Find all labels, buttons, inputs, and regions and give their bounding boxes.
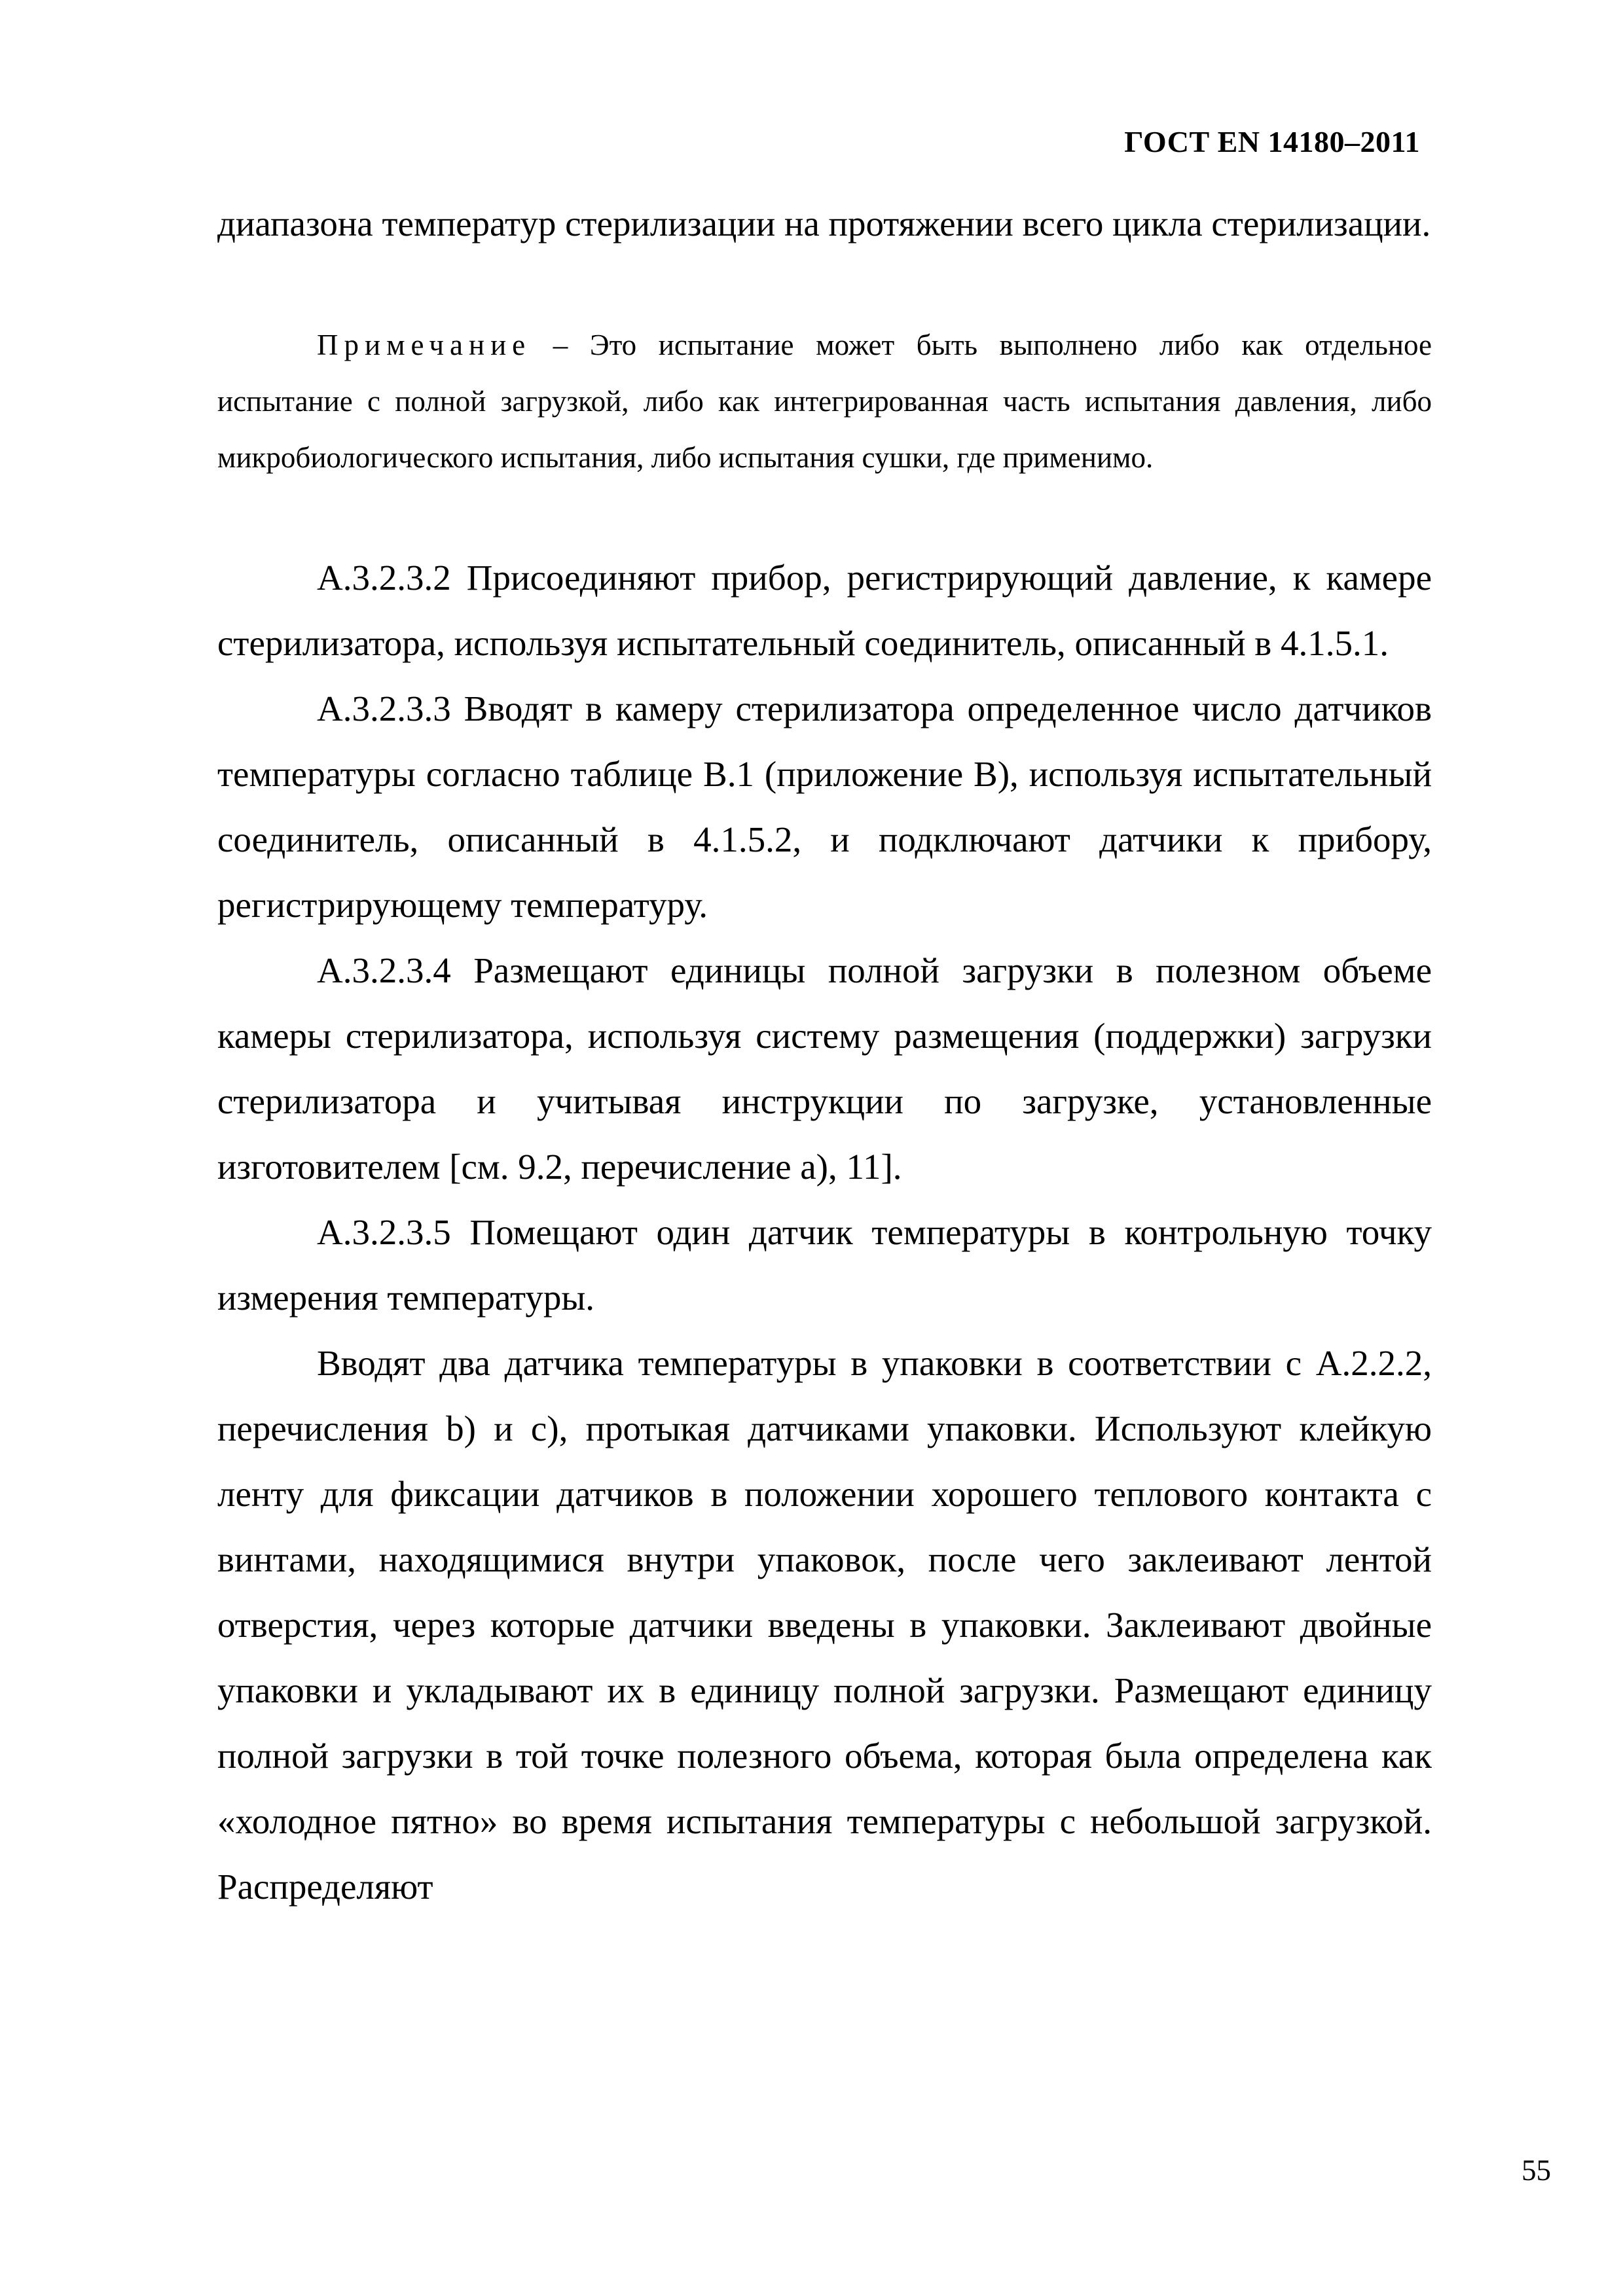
note-paragraph bbox=[217, 317, 1432, 486]
paragraph-a3235: А.3.2.3.5 Помещают один датчик температуры в контрольную точку измерения температуры. bbox=[217, 1212, 1432, 1318]
note-label: Примечание bbox=[317, 329, 532, 361]
paragraph-a3234: А.3.2.3.4 Размещают единицы полной загрузки в полезном объеме камеры стерилизатора, используя систему размещения (поддержки) загрузки стерилизатора и учитывая инструкции по загрузке, установленные изготовителем [см. 9.2, перечисление а), 11]. bbox=[217, 950, 1432, 1187]
page-body bbox=[217, 191, 1432, 1920]
paragraph-continuation: диапазона температур стерилизации на протяжении всего цикла стерилизации. bbox=[217, 204, 1431, 243]
note-text: – Это испытание может быть выполнено либо как отдельное испытание с полной загрузкой, либо как интегрированная часть испытания давления, либо микробиологического испытания, либо испытания сушки, где применимо. bbox=[217, 329, 1432, 474]
standard-header: ГОСТ EN 14180–2011 bbox=[1124, 125, 1420, 158]
paragraph-sensors-placement: Вводят два датчика температуры в упаковки в соответствии с А.2.2.2, перечисления b) и c), протыкая датчиками упаковки. Используют клейкую ленту для фиксации датчиков в положении хорошего теплового контакта с винтами, находящимися внутри упаковок, после чего заклеивают лентой отверстия, через которые датчики введены в упаковки. Заклеивают двойные упаковки и укладывают их в единицу полной загрузки. Размещают единицу полной загрузки в той точке полезного объема, которая была определена как «холодное пятно» во время испытания температуры с небольшой загрузкой. Распределяют bbox=[217, 1343, 1432, 1907]
page-number: 55 bbox=[1522, 2154, 1551, 2187]
paragraph-a3233: А.3.2.3.3 Вводят в камеру стерилизатора определенное число датчиков температуры согласно таблице В.1 (приложение В), используя испытательный соединитель, описанный в 4.1.5.2, и подключают датчики к прибору, регистрирующему температуру. bbox=[217, 689, 1432, 925]
paragraph-a3232: А.3.2.3.2 Присоединяют прибор, регистрирующий давление, к камере стерилизатора, используя испытательный соединитель, описанный в 4.1.5.1. bbox=[217, 558, 1432, 663]
